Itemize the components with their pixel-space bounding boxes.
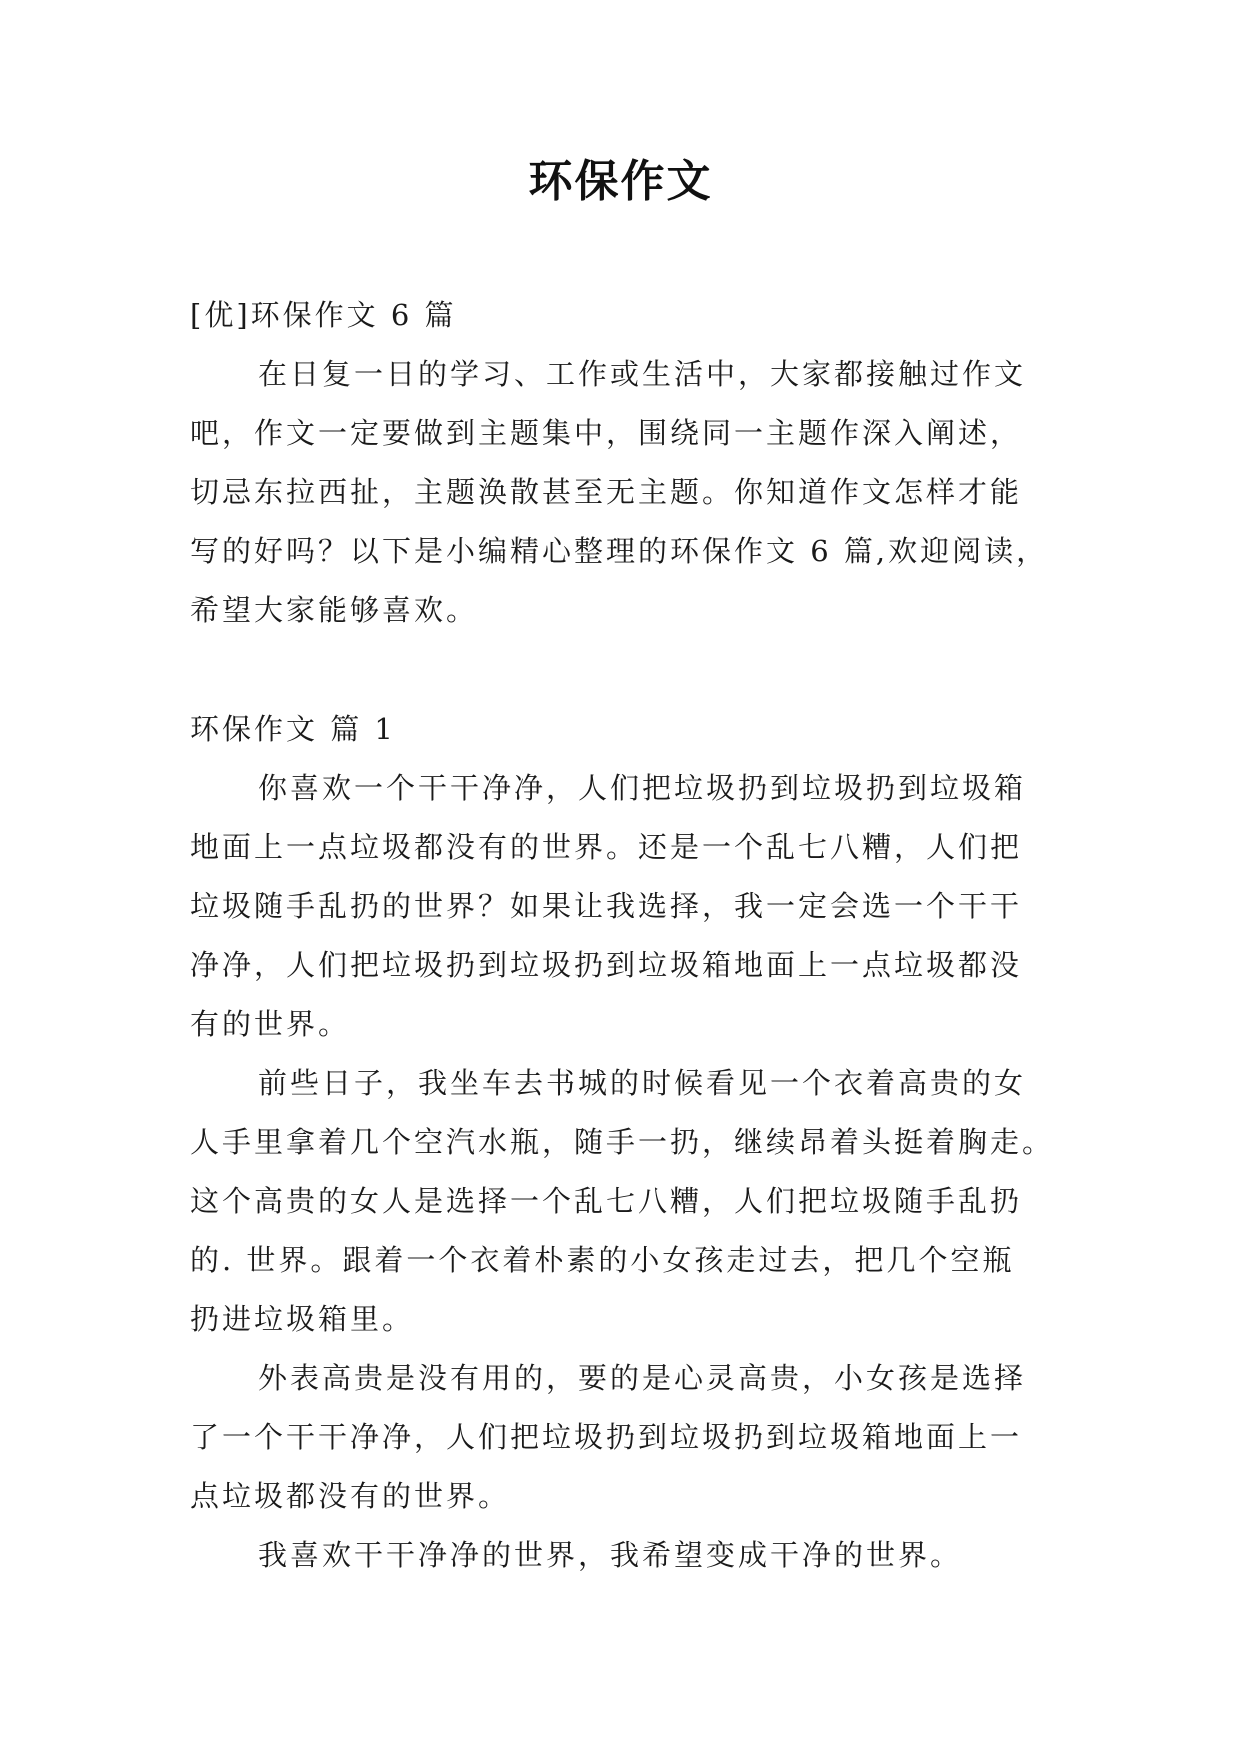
- essay-paragraph-1: [190, 759, 1060, 1054]
- paragraph-line: 你喜欢一个干干净净，人们把垃圾扔到垃圾扔到垃圾箱: [258, 771, 1027, 805]
- paragraph-line: 前些日子，我坐车去书城的时候看见一个衣着高贵的女: [258, 1066, 1027, 1100]
- paragraph-line: 吧，作文一定要做到主题集中，围绕同一主题作深入阐述，: [190, 416, 1023, 450]
- paragraph-line: 外表高贵是没有用的，要的是心灵高贵，小女孩是选择: [258, 1361, 1027, 1395]
- paragraph-line: 希望大家能够喜欢。: [190, 593, 479, 627]
- document-title: 环保作文: [528, 156, 713, 207]
- section-heading: 环保作文 篇 1: [190, 712, 396, 746]
- document-subtitle: [优]环保作文 6 篇: [190, 298, 457, 332]
- paragraph-line: 我喜欢干干净净的世界，我希望变成干净的世界。: [258, 1538, 963, 1572]
- paragraph-line: 有的世界。: [190, 1007, 351, 1041]
- blank-line: [190, 640, 1060, 700]
- paragraph-line: 净净，人们把垃圾扔到垃圾扔到垃圾箱地面上一点垃圾都没: [190, 948, 1023, 982]
- essay-paragraph-2: [190, 1054, 1060, 1349]
- essay-paragraph-3: [190, 1349, 1060, 1526]
- paragraph-line: 的. 世界。跟着一个衣着朴素的小女孩走过去，把几个空瓶: [190, 1243, 1015, 1277]
- paragraph-line: 点垃圾都没有的世界。: [190, 1479, 511, 1513]
- document-body: [190, 286, 1060, 1585]
- paragraph-line: 扔进垃圾箱里。: [190, 1302, 415, 1336]
- paragraph-line: 地面上一点垃圾都没有的世界。还是一个乱七八糟，人们把: [190, 830, 1023, 864]
- paragraph-line: 这个高贵的女人是选择一个乱七八糟，人们把垃圾随手乱扔: [190, 1184, 1023, 1218]
- paragraph-line: 切忌东拉西扯，主题涣散甚至无主题。你知道作文怎样才能: [190, 475, 1023, 509]
- paragraph-line: 垃圾随手乱扔的世界？如果让我选择，我一定会选一个干干: [190, 889, 1023, 923]
- essay-paragraph-4: [190, 1526, 1060, 1585]
- paragraph-line: 在日复一日的学习、工作或生活中，大家都接触过作文: [258, 357, 1027, 391]
- paragraph-line: 写的好吗？以下是小编精心整理的环保作文 6 篇,欢迎阅读，: [190, 534, 1049, 568]
- paragraph-line: 了一个干干净净，人们把垃圾扔到垃圾扔到垃圾箱地面上一: [190, 1420, 1023, 1454]
- paragraph-line: 人手里拿着几个空汽水瓶，随手一扔，继续昂着头挺着胸走。: [190, 1125, 1055, 1159]
- intro-paragraph: [190, 345, 1060, 640]
